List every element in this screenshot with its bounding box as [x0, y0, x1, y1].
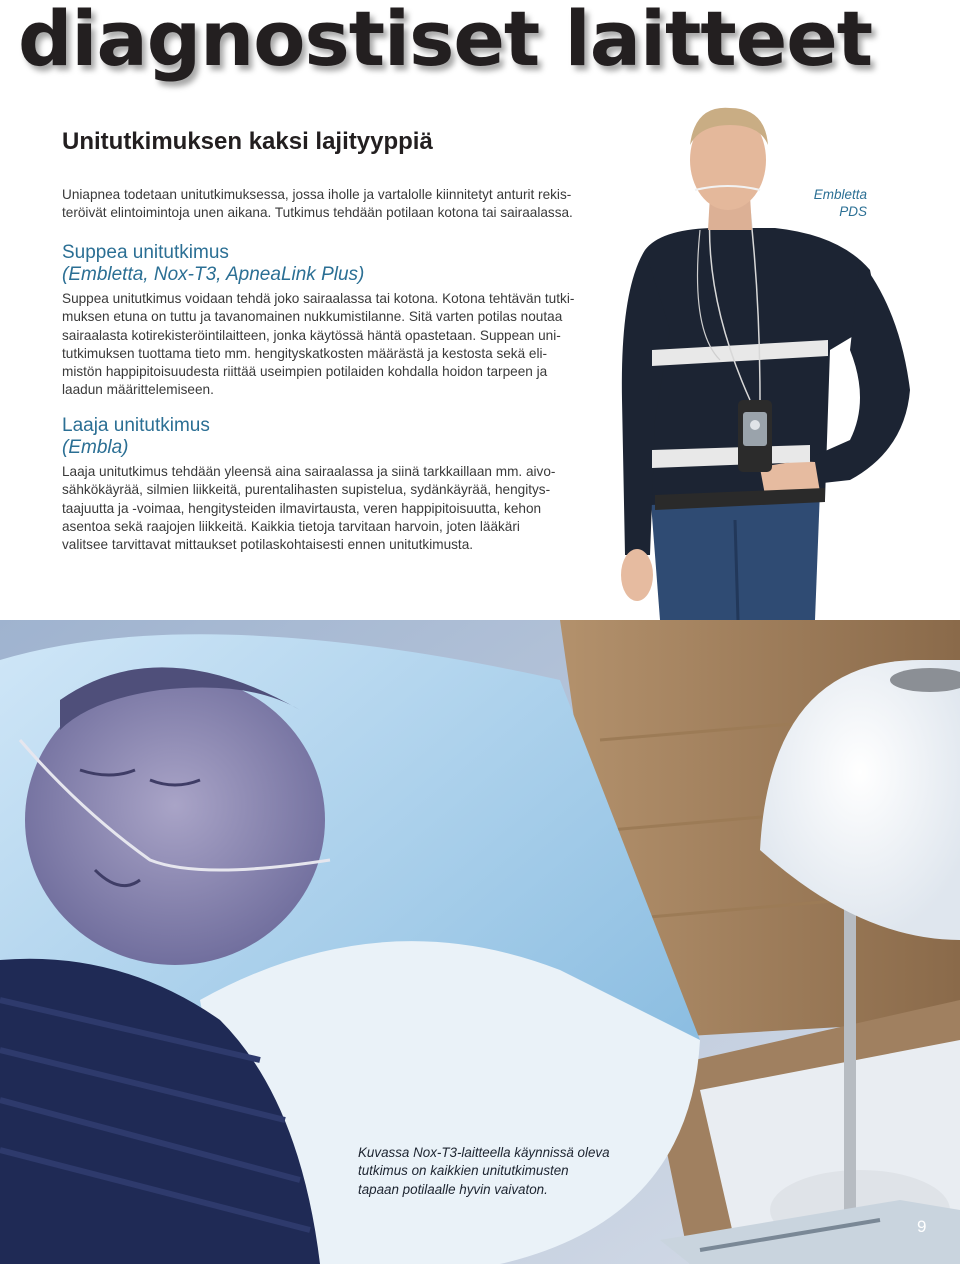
text-line: laadun määrittelemiseen.	[62, 382, 214, 398]
intro-paragraph	[62, 186, 622, 223]
text-line: asentoa sekä raajojen liikkeitä. Kaikkia tietoja tarvitaan harvoin, joten lääkäri	[62, 518, 520, 534]
laaja-heading: Laaja unitutkimus	[62, 415, 210, 436]
section-title: Unitutkimuksen kaksi lajityyppiä	[62, 128, 433, 155]
text-line: muksen etuna on tuttu ja tavanomainen nukkumistilanne. Sitä varten potilas noutaa	[62, 309, 563, 325]
text-line: mistön happipitoisuudesta riittää useimpien potilaiden kohdalla hoidon tarpeen ja	[62, 364, 548, 380]
text-line: Laaja unitutkimus tehdään yleensä aina sairaalassa ja siinä tarkkaillaan mm. aivo-	[62, 464, 556, 479]
device-label-name: Embletta	[813, 187, 867, 202]
photo-caption	[358, 1144, 638, 1199]
laaja-models: (Embla)	[62, 437, 129, 458]
text-line: sairaalasta kotirekisteröintilaitteen, jonka käytössä häntä opastetaan. Suppean uni-	[62, 327, 561, 343]
laaja-paragraph	[62, 463, 602, 554]
man-with-sleep-monitor-photo	[600, 100, 930, 620]
page-number: 9	[917, 1217, 927, 1236]
caption-line: tutkimus on kaikkien unitutkimusten	[358, 1163, 569, 1179]
page-headline: diagnostiset laitteet	[18, 0, 873, 83]
suppea-heading: Suppea unitutkimus	[62, 242, 229, 263]
text-line: Uniapnea todetaan unitutkimuksessa, jossa iholle ja vartalolle kiinnitetyt anturit rekis-	[62, 187, 572, 202]
text-line: teröivät elintoimintoja unen aikana. Tutkimus tehdään potilaan kotona tai sairaalassa.	[62, 205, 573, 221]
text-line: valitsee tarvittavat mittaukset potilaskohtaisesti ennen unitutkimusta.	[62, 537, 474, 553]
suppea-paragraph	[62, 290, 594, 400]
text-line: Suppea unitutkimus voidaan tehdä joko sairaalassa tai kotona. Kotona tehtävän tutki-	[62, 291, 575, 306]
text-line: tutkimuksen tuottama tieto mm. hengityskatkosten määrästä ja kestosta sekä eli-	[62, 345, 548, 361]
caption-line: tapaan potilaalle hyvin vaivaton.	[358, 1181, 548, 1197]
text-line: sähkökäyrää, silmien liikkeitä, purentalihasten supistelua, sydänkäyrää, hengitys-	[62, 482, 551, 498]
device-label-model: PDS	[839, 204, 867, 219]
caption-line: Kuvassa Nox-T3-laitteella käynnissä oleva	[358, 1145, 610, 1160]
suppea-heading-block	[62, 242, 364, 286]
laaja-heading-block	[62, 415, 210, 459]
suppea-models: (Embletta, Nox-T3, ApneaLink Plus)	[62, 264, 365, 285]
text-line: taajuutta ja -voimaa, hengitysteiden ilmavirtausta, veren happipitoisuutta, kehon	[62, 500, 542, 516]
